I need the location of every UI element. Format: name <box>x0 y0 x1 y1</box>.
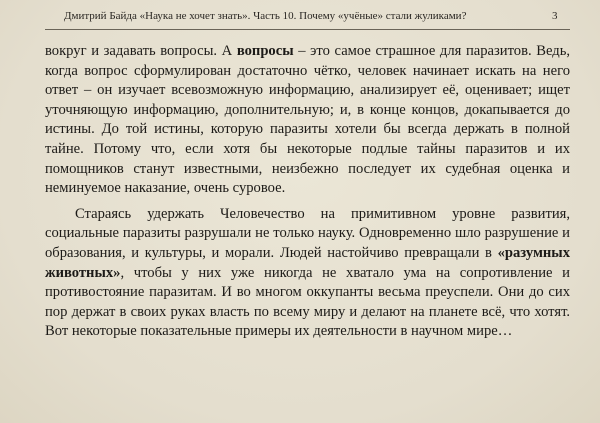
paragraph-1 <box>45 42 570 199</box>
paragraph-1-text-start: вокруг и задавать вопросы. А <box>45 43 237 59</box>
paragraph-2-text-end: , чтобы у них уже никогда не хватало ума на сопротивление и противостояние паразитам. И во многом оккупанты весьма преуспели. Они до сих пор держат в своих руках власть по всему миру и делают на планете всё, что хотят. Вот некоторые показательные примеры их деятельности в научном мире… <box>45 264 570 340</box>
page-number: 3 <box>552 10 558 22</box>
page-header <box>0 0 600 33</box>
paragraph-2 <box>45 205 570 342</box>
body-text <box>45 42 570 342</box>
header-divider <box>45 29 570 30</box>
running-title: Дмитрий Байда «Наука не хочет знать». Часть 10. Почему «учёные» стали жуликами? <box>64 10 467 22</box>
paragraph-2-bold-phrase: «разумных животных» <box>45 244 570 281</box>
paragraph-2-text-start: Стараясь удержать Человечество на примитивном уровне развития, социальные паразиты разрушали не только науку. Одновременно шло разрушение и образования, и культуры, и морали. Людей настойчиво превращали в <box>45 205 570 261</box>
paragraph-1-text-end: – это самое страшное для паразитов. Ведь, когда вопрос сформулирован достаточно чётко, человек начинает искать на него ответ – он изучает всевозможную информацию, анализирует её, оценивает; ищет уточняющую информацию, дополнительную; и, в конце концов, докапывается до истины. До той истины, которую паразиты хотели бы всегда держать в полной тайне. Потому что, если хотя бы некоторые подлые тайны паразитов и их помощников станут известными, неизбежно последует их судебная оценка и неминуемое наказание, очень суровое. <box>45 43 570 197</box>
paragraph-1-bold-phrase: вопросы <box>236 43 294 59</box>
